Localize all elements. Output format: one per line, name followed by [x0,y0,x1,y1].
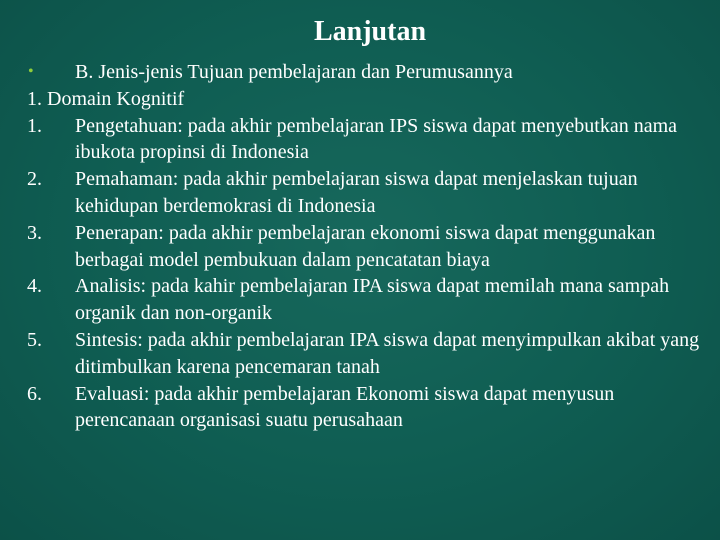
domain-heading: 1. Domain Kognitif [27,87,185,110]
list-item [27,220,707,274]
list-item-text: Penerapan: pada akhir pembelajaran ekonomi siswa dapat menggunakan berbagai model pembukuan dalam pencatatan biaya [75,221,656,271]
list-item-number: 6. [27,382,42,405]
list-item-text: Sintesis: pada akhir pembelajaran IPA siswa dapat menyimpulkan akibat yang ditimbulkan karena pencemaran tanah [75,328,700,378]
list-item-number: 4. [27,275,42,298]
list-item-text: Pengetahuan: pada akhir pembelajaran IPS siswa dapat menyebutkan nama ibukota propinsi di Indonesia [75,114,678,164]
bullet-icon: • [28,63,34,80]
list-item [27,273,707,327]
slide-title: Lanjutan [313,16,427,47]
list-item-text: Analisis: pada kahir pembelajaran IPA siswa dapat memilah mana sampah organik dan non-organik [75,275,670,325]
list-item [27,381,707,435]
list-item-text: Evaluasi: pada akhir pembelajaran Ekonomi siswa dapat menyusun perencanaan organisasi suatu perusahaan [75,382,615,432]
list-item [27,327,707,381]
list-item-number: 2. [27,168,42,191]
list-item-text: Pemahaman: pada akhir pembelajaran siswa dapat menjelaskan tujuan kehidupan berdemokrasi di Indonesia [75,168,638,217]
list-item [27,113,707,167]
list-item [27,166,707,220]
bullet-line [27,59,707,86]
bullet-line-text: B. Jenis-jenis Tujuan pembelajaran dan Perumusannya [75,61,513,83]
slide-content [27,59,707,434]
list-item-number: 1. [27,114,42,137]
list-item-number: 5. [27,328,42,351]
list-item-number: 3. [27,221,42,244]
